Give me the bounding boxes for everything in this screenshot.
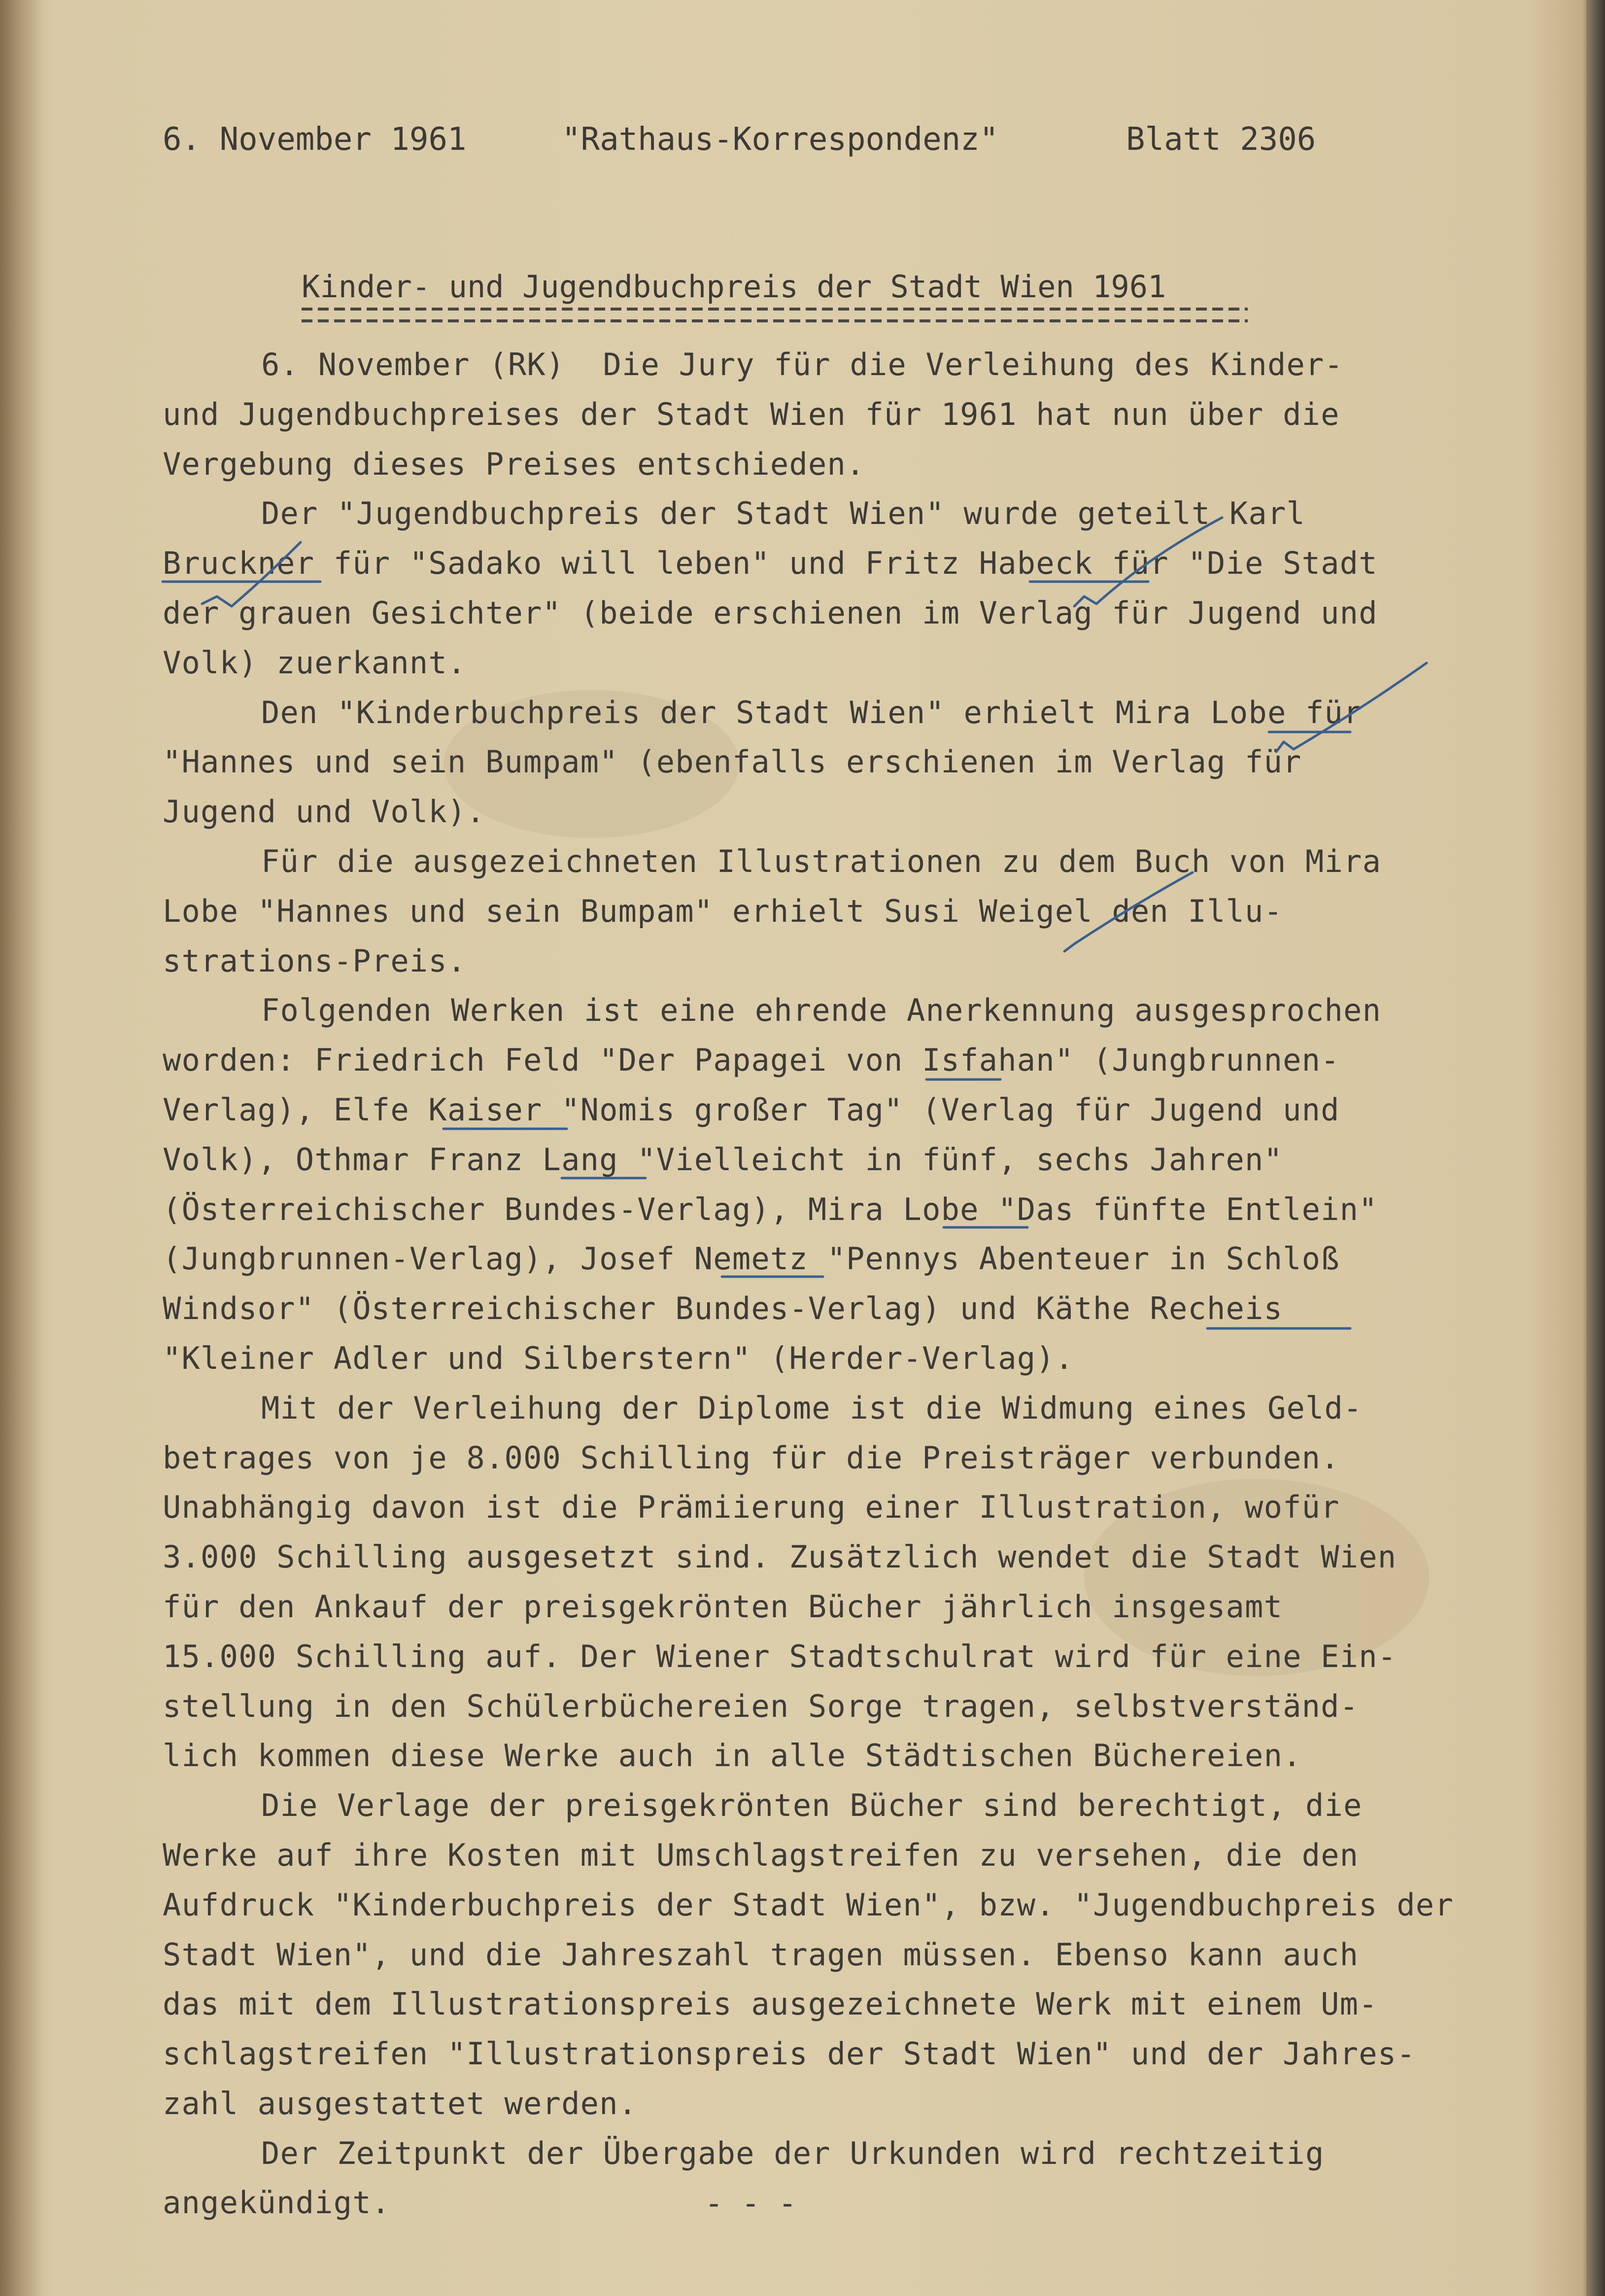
text-line: Für die ausgezeichneten Illustrationen zu dem Buch von Mira (261, 843, 1382, 879)
text-line: Stadt Wien", und die Jahreszahl tragen müssen. Ebenso kann auch (163, 1936, 1359, 1973)
article-title-block (302, 262, 1253, 322)
text-line: betrages von je 8.000 Schilling für die Preisträger verbunden. (163, 1439, 1340, 1476)
text-line: (Jungbrunnen-Verlag), Josef Nemetz "Pennys Abenteuer in Schloß (163, 1241, 1340, 1277)
text-line: und Jugendbuchpreises der Stadt Wien für 1961 hat nun über die (163, 396, 1340, 432)
text-line: Volk), Othmar Franz Lang "Vielleicht in fünf, sechs Jahren" (163, 1141, 1283, 1178)
text-line: Mit der Verleihung der Diplome ist die Widmung eines Geld- (261, 1390, 1363, 1426)
text-line: "Kleiner Adler und Silberstern" (Herder-Verlag). (163, 1340, 1074, 1376)
text-line: Der Zeitpunkt der Übergabe der Urkunden wird rechtzeitig (261, 2135, 1325, 2171)
text-line: (Österreichischer Bundes-Verlag), Mira Lobe "Das fünfte Entlein" (163, 1191, 1378, 1227)
text-line: Aufdruck "Kinderbuchpreis der Stadt Wien", bzw. "Jugendbuchpreis der (163, 1886, 1454, 1923)
text-line: Der "Jugendbuchpreis der Stadt Wien" wurde geteilt Karl (261, 495, 1305, 532)
header-publication: "Rathaus-Korrespondenz" (562, 121, 999, 158)
text-line: der grauen Gesichter" (beide erschienen im Verlag für Jugend und (163, 594, 1378, 631)
text-line: Den "Kinderbuchpreis der Stadt Wien" erhielt Mira Lobe für (261, 694, 1363, 731)
text-line: Jugend und Volk). (163, 794, 485, 830)
text-line: Windsor" (Österreichischer Bundes-Verlag) und Käthe Recheis (163, 1290, 1283, 1327)
header-date: 6. November 1961 (163, 121, 467, 158)
text-line: Volk) zuerkannt. (163, 644, 467, 681)
text-line: Vergebung dieses Preises entschieden. (163, 446, 865, 482)
text-line: für den Ankauf der preisgekrönten Bücher jährlich insgesamt (163, 1588, 1283, 1625)
binding-shadow (0, 0, 44, 2296)
text-line: "Hannes und sein Bumpam" (ebenfalls erschienen im Verlag für (163, 744, 1302, 780)
article-title: Kinder- und Jugendbuchpreis der Stadt Wien 1961 (302, 269, 1166, 305)
text-line: strations-Preis. (163, 942, 467, 979)
text-line: lich kommen diese Werke auch in alle Städtischen Büchereien. (163, 1738, 1302, 1774)
text-line: angekündigt. (163, 2185, 391, 2221)
text-line: Bruckner für "Sadako will leben" und Fritz Habeck für "Die Stadt (163, 545, 1378, 582)
text-line: zahl ausgestattet werden. (163, 2085, 638, 2122)
text-line: Folgenden Werken ist eine ehrende Anerkennung ausgesprochen (261, 992, 1382, 1029)
text-line: 6. November (RK) Die Jury für die Verleihung des Kinder- (261, 347, 1344, 383)
text-line: 3.000 Schilling ausgesetzt sind. Zusätzlich wendet die Stadt Wien (163, 1539, 1397, 1575)
page-edge (1586, 0, 1605, 2296)
text-line: stellung in den Schülerbüchereien Sorge tragen, selbstverständ- (163, 1688, 1359, 1724)
header-sheet-number: Blatt 2306 (1126, 121, 1316, 158)
text-line: Die Verlage der preisgekrönten Bücher sind berechtigt, die (261, 1787, 1363, 1824)
text-line: das mit dem Illustrationspreis ausgezeichnete Werk mit einem Um- (163, 1986, 1378, 2022)
text-line: 15.000 Schilling auf. Der Wiener Stadtschulrat wird für eine Ein- (163, 1638, 1397, 1674)
text-line: Verlag), Elfe Kaiser "Nomis großer Tag" (Verlag für Jugend und (163, 1091, 1340, 1128)
text-line: Lobe "Hannes und sein Bumpam" erhielt Susi Weigel den Illu- (163, 893, 1283, 929)
end-mark: - - - (705, 2185, 797, 2221)
text-line: Unabhängig davon ist die Prämiierung einer Illustration, wofür (163, 1489, 1340, 1526)
text-line: worden: Friedrich Feld "Der Papagei von Isfahan" (Jungbrunnen- (163, 1042, 1340, 1078)
article-body (163, 340, 1542, 2228)
text-line: Werke auf ihre Kosten mit Umschlagstreifen zu versehen, die den (163, 1837, 1359, 1873)
page-header (163, 112, 1493, 167)
text-line: schlagstreifen "Illustrationspreis der Stadt Wien" und der Jahres- (163, 2036, 1416, 2072)
